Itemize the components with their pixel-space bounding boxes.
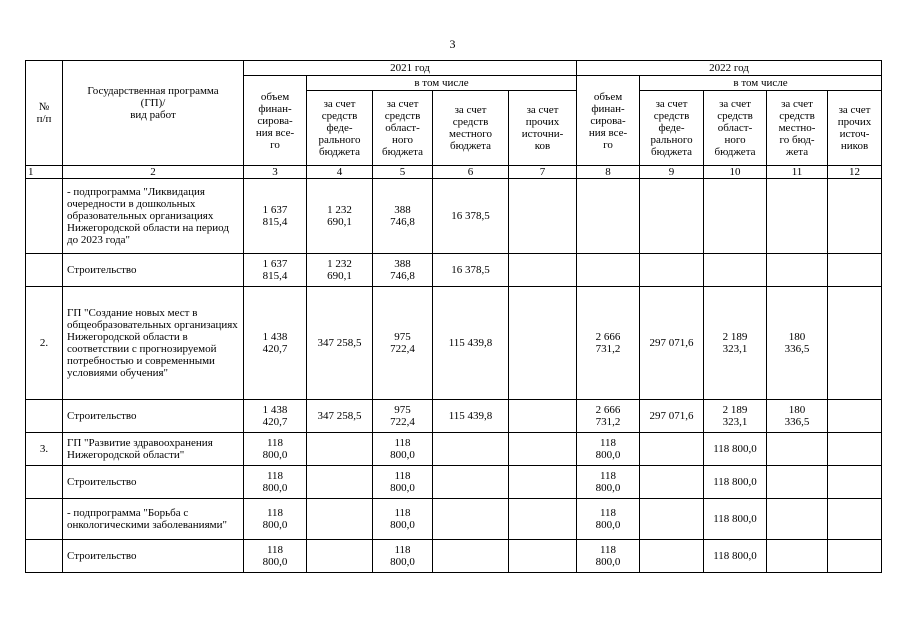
cell-federal-2022 (640, 254, 704, 287)
column-number: 7 (509, 166, 577, 179)
cell-volume-2022: 2 666 731,2 (577, 400, 640, 433)
cell-other-2022 (828, 433, 882, 466)
row-program-name: Строительство (63, 400, 244, 433)
row-number (26, 499, 63, 540)
header-federal-2021: за счет средств феде- рального бюджета (307, 91, 373, 166)
cell-federal-2021 (307, 499, 373, 540)
row-program-name: Строительство (63, 466, 244, 499)
table-row (26, 466, 882, 499)
row-program-name: - подпрограмма "Ликвидация очередности в дошкольных образовательных организациях Нижегородской области на период до 2023 года" (63, 179, 244, 254)
cell-volume-2021: 1 438 420,7 (244, 287, 307, 400)
row-number (26, 540, 63, 573)
cell-federal-2022 (640, 433, 704, 466)
cell-volume-2022 (577, 179, 640, 254)
header-volume-2021: объем финан- сирова- ния все- го (244, 76, 307, 166)
table-row (26, 254, 882, 287)
cell-local-2022 (767, 499, 828, 540)
row-number (26, 254, 63, 287)
cell-regional-2022 (704, 254, 767, 287)
cell-volume-2021: 1 637 815,4 (244, 254, 307, 287)
cell-federal-2022 (640, 540, 704, 573)
cell-other-2022 (828, 466, 882, 499)
cell-federal-2022 (640, 179, 704, 254)
cell-volume-2021: 1 637 815,4 (244, 179, 307, 254)
cell-volume-2021: 118 800,0 (244, 499, 307, 540)
table-row (26, 540, 882, 573)
cell-other-2021 (509, 400, 577, 433)
cell-federal-2021: 347 258,5 (307, 287, 373, 400)
header-num: № п/п (26, 61, 63, 166)
cell-volume-2022 (577, 254, 640, 287)
cell-local-2021: 16 378,5 (433, 179, 509, 254)
column-number: 2 (63, 166, 244, 179)
cell-other-2021 (509, 254, 577, 287)
cell-volume-2021: 118 800,0 (244, 466, 307, 499)
header-other-2022: за счет прочих источ- ников (828, 91, 882, 166)
cell-local-2022 (767, 466, 828, 499)
cell-local-2021 (433, 466, 509, 499)
cell-federal-2022: 297 071,6 (640, 400, 704, 433)
header-including-2021: в том числе (307, 76, 577, 91)
row-number (26, 179, 63, 254)
header-local-2021: за счет средств местного бюджета (433, 91, 509, 166)
cell-volume-2022: 118 800,0 (577, 499, 640, 540)
column-number-row (26, 166, 882, 179)
cell-volume-2022: 2 666 731,2 (577, 287, 640, 400)
page-number: 3 (449, 37, 456, 51)
header-volume-2022: объем финан- сирова- ния все- го (577, 76, 640, 166)
header-program: Государственная программа (ГП)/ вид работ (63, 61, 244, 166)
column-number: 11 (767, 166, 828, 179)
header-regional-2022: за счет средств област- ного бюджета (704, 91, 767, 166)
cell-local-2022 (767, 433, 828, 466)
cell-regional-2022: 118 800,0 (704, 433, 767, 466)
header-year-2022: 2022 год (577, 61, 882, 76)
table-row (26, 400, 882, 433)
cell-federal-2022 (640, 499, 704, 540)
header-other-2021: за счет прочих источни- ков (509, 91, 577, 166)
cell-other-2021 (509, 499, 577, 540)
row-program-name: ГП "Создание новых мест в общеобразовательных организациях Нижегородской области в соответствии с прогнозируемой потребностью и современными условиями обучения" (63, 287, 244, 400)
cell-other-2022 (828, 179, 882, 254)
cell-local-2021 (433, 433, 509, 466)
cell-local-2021 (433, 540, 509, 573)
cell-other-2021 (509, 540, 577, 573)
column-number: 5 (373, 166, 433, 179)
header-local-2022: за счет средств местно- го бюд- жета (767, 91, 828, 166)
cell-other-2022 (828, 287, 882, 400)
cell-local-2022 (767, 254, 828, 287)
cell-volume-2021: 118 800,0 (244, 540, 307, 573)
column-number: 1 (26, 166, 63, 179)
cell-federal-2021: 347 258,5 (307, 400, 373, 433)
cell-local-2021: 115 439,8 (433, 400, 509, 433)
row-program-name: - подпрограмма "Борьба с онкологическими заболеваниями" (63, 499, 244, 540)
financing-table (25, 60, 882, 573)
cell-local-2021: 16 378,5 (433, 254, 509, 287)
cell-federal-2022: 297 071,6 (640, 287, 704, 400)
cell-other-2022 (828, 254, 882, 287)
cell-volume-2022: 118 800,0 (577, 433, 640, 466)
row-number (26, 466, 63, 499)
cell-regional-2021: 118 800,0 (373, 433, 433, 466)
cell-other-2022 (828, 540, 882, 573)
table-row (26, 499, 882, 540)
row-program-name: Строительство (63, 254, 244, 287)
column-number: 6 (433, 166, 509, 179)
cell-regional-2021: 118 800,0 (373, 540, 433, 573)
cell-regional-2021: 118 800,0 (373, 499, 433, 540)
column-number: 4 (307, 166, 373, 179)
cell-regional-2022: 118 800,0 (704, 540, 767, 573)
cell-regional-2021: 975 722,4 (373, 400, 433, 433)
cell-other-2022 (828, 499, 882, 540)
cell-volume-2021: 118 800,0 (244, 433, 307, 466)
cell-federal-2021 (307, 466, 373, 499)
cell-local-2022 (767, 540, 828, 573)
cell-other-2021 (509, 287, 577, 400)
cell-other-2021 (509, 179, 577, 254)
column-number: 12 (828, 166, 882, 179)
column-number: 10 (704, 166, 767, 179)
row-number: 3. (26, 433, 63, 466)
cell-volume-2021: 1 438 420,7 (244, 400, 307, 433)
cell-federal-2021: 1 232 690,1 (307, 254, 373, 287)
cell-regional-2022 (704, 179, 767, 254)
cell-local-2022: 180 336,5 (767, 400, 828, 433)
cell-other-2021 (509, 433, 577, 466)
cell-other-2021 (509, 466, 577, 499)
cell-regional-2021: 388 746,8 (373, 254, 433, 287)
cell-federal-2021 (307, 433, 373, 466)
table-row (26, 287, 882, 400)
cell-volume-2022: 118 800,0 (577, 540, 640, 573)
cell-regional-2021: 975 722,4 (373, 287, 433, 400)
cell-other-2022 (828, 400, 882, 433)
cell-local-2021: 115 439,8 (433, 287, 509, 400)
cell-local-2022 (767, 179, 828, 254)
column-number: 3 (244, 166, 307, 179)
header-row-years (26, 61, 882, 76)
row-number (26, 400, 63, 433)
cell-regional-2022: 2 189 323,1 (704, 400, 767, 433)
header-year-2021: 2021 год (244, 61, 577, 76)
row-number: 2. (26, 287, 63, 400)
cell-federal-2021 (307, 540, 373, 573)
cell-federal-2021: 1 232 690,1 (307, 179, 373, 254)
cell-regional-2022: 118 800,0 (704, 466, 767, 499)
cell-volume-2022: 118 800,0 (577, 466, 640, 499)
cell-local-2021 (433, 499, 509, 540)
cell-regional-2021: 118 800,0 (373, 466, 433, 499)
row-program-name: Строительство (63, 540, 244, 573)
row-program-name: ГП "Развитие здравоохранения Нижегородской области" (63, 433, 244, 466)
header-including-2022: в том числе (640, 76, 882, 91)
column-number: 8 (577, 166, 640, 179)
cell-regional-2021: 388 746,8 (373, 179, 433, 254)
cell-federal-2022 (640, 466, 704, 499)
header-regional-2021: за счет средств област- ного бюджета (373, 91, 433, 166)
table-row (26, 433, 882, 466)
header-federal-2022: за счет средств феде- рального бюджета (640, 91, 704, 166)
cell-local-2022: 180 336,5 (767, 287, 828, 400)
column-number: 9 (640, 166, 704, 179)
cell-regional-2022: 118 800,0 (704, 499, 767, 540)
table-row (26, 179, 882, 254)
cell-regional-2022: 2 189 323,1 (704, 287, 767, 400)
